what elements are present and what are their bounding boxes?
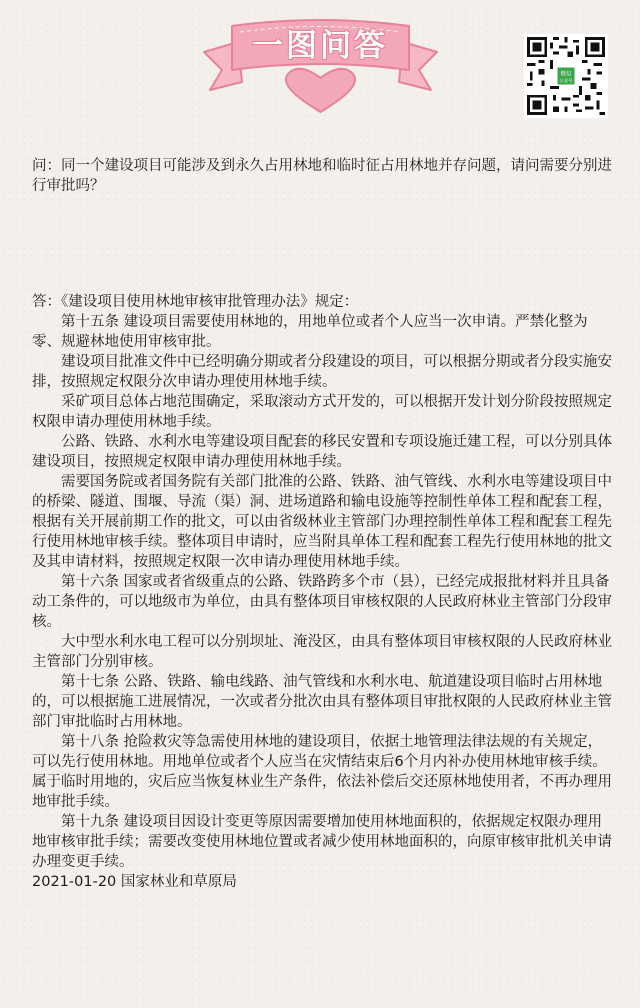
banner-title: 一图问答 bbox=[252, 28, 388, 64]
article-15-para-2: 建设项目批准文件中已经明确分期或者分段建设的项目，可以根据分期或者分段实施安排，按照规定权限分次申请办理使用林地手续。 bbox=[32, 354, 612, 390]
article-17: 第十七条 公路、铁路、输电线路、油气管线和水利水电、航道建设项目临时占用林地的，可以根据施工进展情况，一次或者分批次由具有整体项目审批权限的人民政府林业主管部门审批临时占用林地。 bbox=[32, 674, 612, 730]
article-19: 第十九条 建设项目因设计变更等原因需要增加使用林地面积的，依据规定权限办理用地审核审批手续；需要改变使用林地位置或者减少使用林地面积的，向原审核审批机关申请办理变更手续。 bbox=[32, 814, 612, 870]
article-18: 第十八条 抢险救灾等急需使用林地的建设项目，依据土地管理法律法规的有关规定，可以先行使用林地。用地单位或者个人应当在灾情结束后6个月内补办使用林地审核手续。属于临时用地的，灾后应当恢复林业生产条件，依法补偿后交还原林地使用者，不再办理用地审批手续。 bbox=[32, 734, 612, 810]
question-text: 问：同一个建设项目可能涉及到永久占用林地和临时征占用林地并存问题，请问需要分别进行审批吗？ bbox=[32, 158, 612, 194]
qr-center-label-line2: 公众号 bbox=[559, 79, 573, 85]
answer-block bbox=[32, 292, 616, 892]
answer-intro: 答：《建设项目使用林地审核审批管理办法》规定： bbox=[32, 294, 359, 310]
article-16-para-2: 大中型水利水电工程可以分别坝址、淹没区，由具有整体项目审核权限的人民政府林业主管部门分别审核。 bbox=[32, 634, 612, 670]
article-15-para-1: 第十五条 建设项目需要使用林地的，用地单位或者个人应当一次申请。严禁化整为零、规避林地使用审核审批。 bbox=[32, 314, 588, 350]
date-and-source: 2021-01-20 国家林业和草原局 bbox=[32, 874, 237, 890]
qr-center-label-line1: 微信 bbox=[560, 71, 572, 78]
article-15-para-3: 采矿项目总体占地范围确定，采取滚动方式开发的，可以根据开发计划分阶段按照规定权限申请办理使用林地手续。 bbox=[32, 394, 612, 430]
article-15-para-4: 公路、铁路、水利水电等建设项目配套的移民安置和专项设施迁建工程，可以分别具体建设项目，按照规定权限申请办理使用林地手续。 bbox=[32, 434, 612, 470]
qr-code-image bbox=[524, 34, 608, 118]
article-16-para-1: 第十六条 国家或者省级重点的公路、铁路跨多个市（县），已经完成报批材料并且具备动工条件的，可以地级市为单位，由具有整体项目审核权限的人民政府林业主管部门分段审核。 bbox=[32, 574, 612, 630]
article-15-para-5: 需要国务院或者国务院有关部门批准的公路、铁路、油气管线、水利水电等建设项目中的桥梁、隧道、围堰、导流（渠）洞、进场道路和输电设施等控制性单体工程和配套工程，根据有关开展前期工作的批文，可以由省级林业主管部门办理控制性单体工程和配套工程先行使用林地审核手续。整体项目申请时，应当附具单体工程和配套工程先行使用林地的批文及其申请材料，按照规定权限一次申请办理使用林地手续。 bbox=[32, 474, 612, 570]
